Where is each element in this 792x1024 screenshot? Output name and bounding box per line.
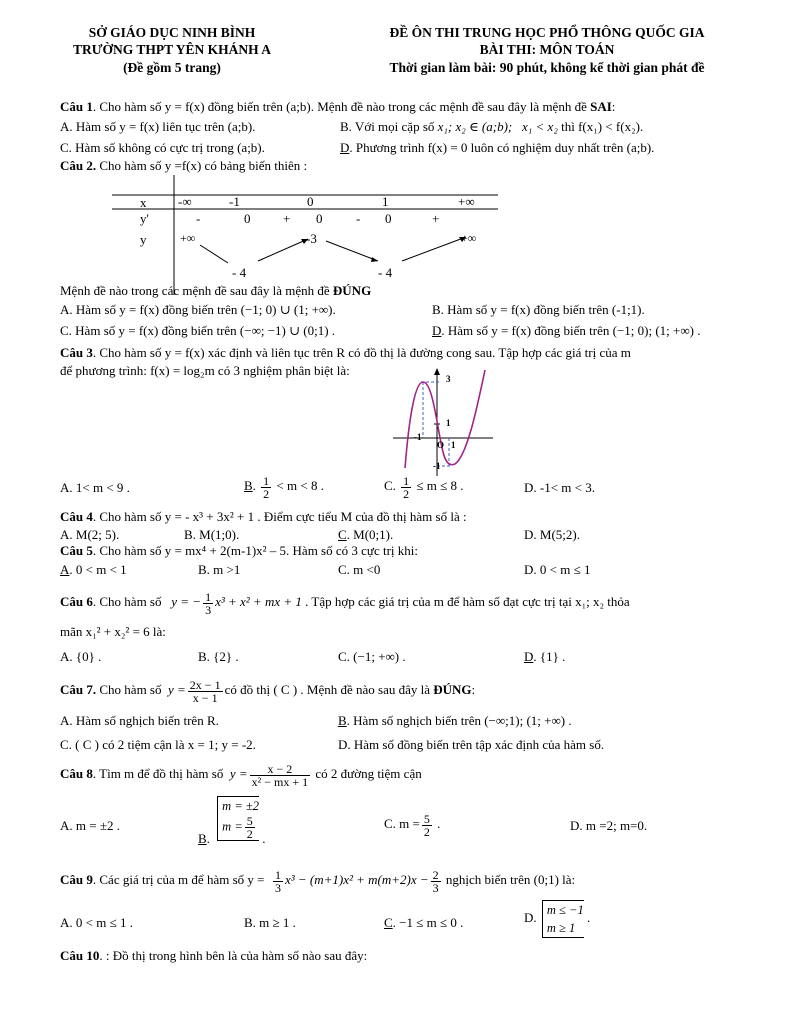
q9-option-c: C. −1 ≤ m ≤ 0 . — [384, 915, 464, 930]
table-x-pos-inf: +∞ — [458, 194, 475, 209]
q9-option-b: B. m ≥ 1 . — [244, 915, 296, 930]
q9-option-d: D. m ≤ −1 m ≥ 1 . — [524, 900, 590, 938]
q4-option-b: B. M(1;0). — [184, 527, 240, 542]
table-y-min2: - 4 — [378, 265, 393, 280]
q1-option-a: A. Hàm số y = f(x) liên tục trên (a;b). — [60, 119, 256, 134]
table-x-minus1: -1 — [229, 194, 240, 209]
q8-option-c: C. m = $\frac{5}{2}$ . — [384, 811, 441, 839]
q4-option-d: D. M(5;2). — [524, 527, 580, 542]
table-yprime-zero: 0 — [316, 211, 323, 226]
table-yprime-sign: + — [283, 211, 291, 226]
page-count: (Đề gồm 5 trang) — [123, 60, 221, 75]
q2-option-d: D. Hàm số y = f(x) đồng biến trên (−1; 0); (1; +∞) . — [432, 323, 701, 338]
question-10-stem: Câu 10. : Đồ thị trong hình bên là của hàm số nào sau đây: — [60, 948, 368, 963]
table-y-max: -3 — [306, 231, 317, 246]
q6-option-d: D. {1} . — [524, 649, 566, 664]
q8-option-a: A. m = ±2 . — [60, 818, 120, 833]
q7-option-a: A. Hàm số nghịch biến trên R. — [60, 713, 219, 728]
graph-label-origin: O — [437, 440, 445, 450]
q6-option-b: B. {2} . — [198, 649, 239, 664]
q2-option-b: B. Hàm số y = f(x) đồng biến trên (-1;1). — [432, 302, 645, 317]
graph-label-1: 1 — [446, 418, 451, 428]
q6-condition: mãn x₁² + x₂² = 6 là: — [60, 624, 166, 639]
table-yprime-sign: - — [196, 211, 201, 226]
table-x-header: x — [140, 195, 147, 210]
graph-label-3: 3 — [446, 374, 451, 384]
q9-option-a: A. 0 < m ≤ 1 . — [60, 915, 133, 930]
table-y-start: +∞ — [180, 231, 196, 245]
q1-option-b: B. Với mọi cặp số x₁; x₂ ∈ (a;b); x₁ < x₂ thì f(x₁) < f(x₂). — [340, 119, 644, 134]
q8-option-d: D. m =2; m=0. — [570, 818, 648, 833]
table-yprime-header: y' — [140, 211, 149, 226]
q6-option-a: A. {0} . — [60, 649, 102, 664]
exam-title: ĐỀ ÔN THI TRUNG HỌC PHỔ THÔNG QUỐC GIA — [389, 25, 705, 40]
table-y-end: +∞ — [461, 231, 477, 245]
question-7-stem: Câu 7. Cho hàm số y = $\frac{2x - 1}{x - 1}$ có đồ thị ( C ) . Mệnh đề nào sau đây là ĐÚNG: — [60, 677, 476, 705]
q7-option-d: D. Hàm số đồng biến trên tập xác định của hàm số. — [338, 737, 605, 752]
school-department: SỞ GIÁO DỤC NINH BÌNH — [88, 25, 256, 40]
question-3-stem-2: để phương trình: f(x) = log₂m có 3 nghiệm phân biệt là: — [60, 363, 350, 378]
table-yprime-sign: + — [432, 211, 440, 226]
school-name: TRƯỜNG THPT YÊN KHÁNH A — [72, 42, 272, 57]
exam-duration: Thời gian làm bài: 90 phút, không kể thời gian phát đề — [389, 60, 705, 75]
question-6-stem: Câu 6. Cho hàm số y = − $\frac{1}{3}$ x³ + x² + mx + 1 . Tập hợp các giá trị của m để hàm số đạt cực trị tại x₁; x₂ thỏa — [60, 589, 630, 617]
question-1-stem: Câu 1. Cho hàm số y = f(x) đồng biến trên (a;b). Mệnh đề nào trong các mệnh đề sau đây là mệnh đề SAI: — [60, 99, 616, 114]
q5-option-d: D. 0 < m ≤ 1 — [524, 562, 591, 577]
q8-option-b: B. m = ±2 m = $\frac{5}{2}$ . — [198, 796, 266, 841]
q3-option-b: B. $\frac{1}{2}$ < m < 8 . — [244, 473, 324, 501]
table-y-min1: - 4 — [232, 265, 247, 280]
q1-option-d: D. Phương trình f(x) = 0 luôn có nghiệm duy nhất trên (a;b). — [340, 140, 655, 155]
question-8-stem: Câu 8. Tìm m để đồ thị hàm số y = $\frac{x - 2}{\text{x² − mx + 1}}$ có 2 đường tiệm cận — [60, 761, 422, 789]
table-y-header: y — [140, 232, 147, 247]
q2-option-a: A. Hàm số y = f(x) đồng biến trên (−1; 0) ∪ (1; +∞). — [60, 302, 336, 317]
cubic-graph — [393, 368, 493, 476]
table-x-1: 1 — [382, 194, 389, 209]
variation-table — [110, 175, 500, 295]
graph-label-minus1-x: -1 — [414, 432, 422, 442]
q7-option-c: C. ( C ) có 2 tiệm cận là x = 1; y = -2. — [60, 737, 256, 752]
graph-label-minus1-y: -1 — [433, 461, 441, 471]
q5-option-c: C. m <0 — [338, 562, 381, 577]
q5-option-b: B. m >1 — [198, 562, 241, 577]
table-x-neg-inf: -∞ — [178, 194, 192, 209]
q3-option-a: A. 1< m < 9 . — [60, 480, 130, 495]
q3-option-d: D. -1< m < 3. — [524, 480, 595, 495]
question-2-stem: Câu 2. Cho hàm số y =f(x) có bảng biến thiên : — [60, 158, 308, 173]
q4-option-c: C. M(0;1). — [338, 527, 394, 542]
question-4-stem: Câu 4. Cho hàm số y = - x³ + 3x² + 1 . Điểm cực tiểu M của đồ thị hàm số là : — [60, 509, 467, 524]
question-3-stem: Câu 3. Cho hàm số y = f(x) xác định và liên tục trên R có đồ thị là đường cong sau. Tập hợp các giá trị của m — [60, 345, 631, 360]
question-9-stem: Câu 9. Các giá trị của m để hàm số y = $\frac{1}{3}$ x³ − (m+1)x² + m(m+2)x − $\frac{2}{3}$ nghịch biến trên (0;1) là: — [60, 867, 576, 895]
table-yprime-sign: - — [356, 211, 361, 226]
table-yprime-zero: 0 — [244, 211, 251, 226]
q7-option-b: B. Hàm số nghịch biến trên (−∞;1); (1; +∞) . — [338, 713, 572, 728]
table-yprime-zero: 0 — [385, 211, 392, 226]
q5-option-a: A. 0 < m < 1 — [60, 562, 127, 577]
graph-label-1-x: 1 — [451, 440, 456, 450]
question-label: Câu 1 — [60, 99, 93, 114]
table-x-0: 0 — [307, 194, 314, 209]
q2-question: Mệnh đề nào trong các mệnh đề sau đây là mệnh đề ĐÚNG — [60, 283, 372, 298]
question-5-stem: Câu 5. Cho hàm số y = mx⁴ + 2(m-1)x² – 5. Hàm số có 3 cực trị khi: — [60, 543, 419, 558]
q3-option-c: C. $\frac{1}{2}$ ≤ m ≤ 8 . — [384, 473, 464, 501]
exam-subject: BÀI THI: MÔN TOÁN — [479, 42, 615, 57]
q2-option-c: C. Hàm số y = f(x) đồng biến trên (−∞; −1) ∪ (0;1) . — [60, 323, 336, 338]
q1-option-c: C. Hàm số không có cực trị trong (a;b). — [60, 140, 265, 155]
q4-option-a: A. M(2; 5). — [60, 527, 120, 542]
q6-option-c: C. (−1; +∞) . — [338, 649, 406, 664]
